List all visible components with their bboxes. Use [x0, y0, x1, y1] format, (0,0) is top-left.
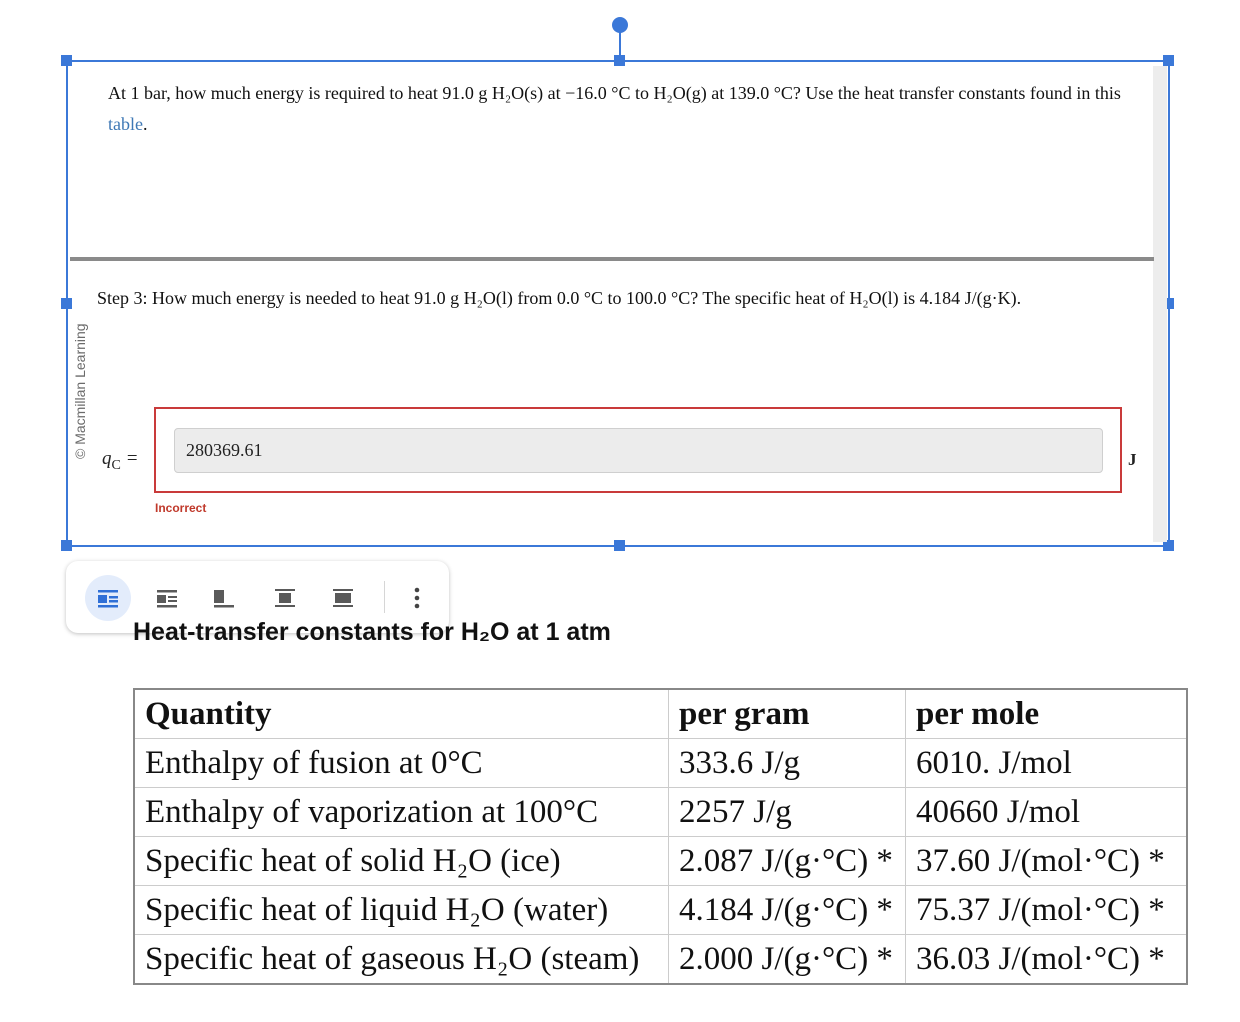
table-cell: 6010. J/mol	[906, 739, 1188, 788]
header-quantity: Quantity	[134, 689, 669, 739]
header-per-gram: per gram	[669, 689, 906, 739]
align-inline-icon	[155, 587, 179, 609]
table-row	[134, 788, 1187, 837]
table-row	[134, 739, 1187, 788]
scrollbar[interactable]	[1153, 66, 1167, 542]
align-center-icon	[273, 587, 297, 609]
table-link[interactable]: table	[108, 114, 143, 134]
align-full-icon	[331, 587, 355, 609]
table-cell: 37.60 J/(mol·°C) *	[906, 837, 1188, 886]
table-cell: 2.000 J/(g·°C) *	[669, 935, 906, 985]
table-cell: 75.37 J/(mol·°C) *	[906, 886, 1188, 935]
heat-transfer-table	[133, 688, 1188, 985]
table-cell: 2.087 J/(g·°C) *	[669, 837, 906, 886]
align-left-button[interactable]	[201, 575, 247, 621]
table-cell: 333.6 J/g	[669, 739, 906, 788]
more-options-button[interactable]	[394, 575, 440, 621]
align-wrap-button[interactable]	[85, 575, 131, 621]
table-cell: Enthalpy of vaporization at 100°C	[134, 788, 669, 837]
table-cell: Enthalpy of fusion at 0°C	[134, 739, 669, 788]
table-cell: 2257 J/g	[669, 788, 906, 837]
header-per-mole: per mole	[906, 689, 1188, 739]
align-inline-button[interactable]	[144, 575, 190, 621]
align-left-icon	[212, 587, 236, 609]
unit-label: J	[1128, 450, 1137, 469]
table-caption: Heat-transfer constants for H₂O at 1 atm	[133, 618, 611, 646]
question-text: At 1 bar, how much energy is required to heat 91.0 g H₂O(s) at −16.0 °C to H₂O(g) at 139.0 °C? Use the heat transfer constants found in this table.	[108, 83, 1121, 134]
qc-label: $q_C$ =	[102, 448, 139, 473]
section-divider	[70, 257, 1154, 261]
resize-handle-top-right[interactable]	[1163, 55, 1174, 66]
resize-handle-bottom-middle[interactable]	[614, 540, 625, 551]
table-cell: Specific heat of liquid H₂O (water)	[134, 886, 669, 935]
table-cell: 36.03 J/(mol·°C) *	[906, 935, 1188, 985]
resize-handle-top-middle[interactable]	[614, 55, 625, 66]
watermark: © Macmillan Learning	[72, 323, 88, 459]
table-cell: Specific heat of gaseous H₂O (steam)	[134, 935, 669, 985]
table-row	[134, 935, 1187, 985]
resize-handle-top-left[interactable]	[61, 55, 72, 66]
table-row	[134, 837, 1187, 886]
qc-answer-input[interactable]	[174, 428, 1103, 473]
toolbar-separator	[384, 581, 385, 613]
align-center-button[interactable]	[262, 575, 308, 621]
table-row	[134, 886, 1187, 935]
step-prompt: Step 3: How much energy is needed to heat 91.0 g H₂O(l) from 0.0 °C to 100.0 °C? The specific heat of H₂O(l) is 4.184 J/(g·K).	[97, 288, 1022, 308]
more-options-icon	[413, 586, 421, 610]
table-cell: 4.184 J/(g·°C) *	[669, 886, 906, 935]
align-full-button[interactable]	[320, 575, 366, 621]
table-cell: Specific heat of solid H₂O (ice)	[134, 837, 669, 886]
incorrect-feedback: Incorrect	[155, 501, 207, 515]
resize-handle-bottom-left[interactable]	[61, 540, 72, 551]
table-header-row	[134, 689, 1187, 739]
rotate-handle[interactable]	[612, 17, 628, 33]
align-wrap-icon	[96, 587, 120, 609]
table-cell: 40660 J/mol	[906, 788, 1188, 837]
